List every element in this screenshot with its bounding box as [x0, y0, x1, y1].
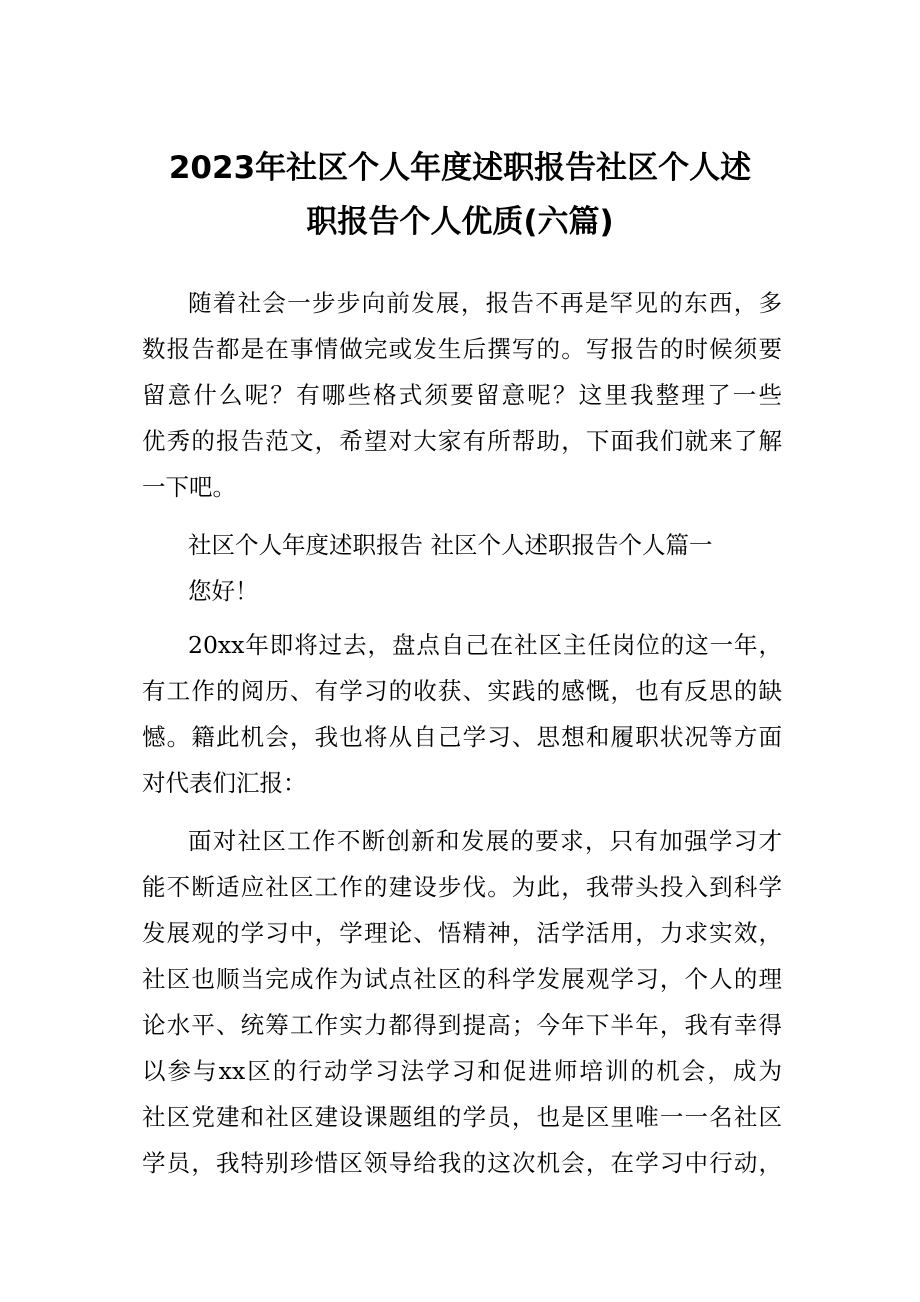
salutation: 您好！	[188, 577, 259, 605]
paragraph-line: 有工作的阅历、有学习的收获、实践的感慨，也有反思的缺	[142, 677, 782, 705]
paragraph-line: 优秀的报告范文，希望对大家有所帮助，下面我们就来了解	[142, 427, 782, 455]
paragraph-line: 随着社会一步步向前发展，报告不再是罕见的东西，多	[188, 289, 782, 317]
paragraph-line: 社区党建和社区建设课题组的学员，也是区里唯一一名社区	[142, 1103, 782, 1131]
paragraph-line: 对代表们汇报：	[142, 769, 307, 797]
paragraph-line: 留意什么呢？有哪些格式须要留意呢？这里我整理了一些	[142, 381, 782, 409]
document-title-line-1: 2023年社区个人年度述职报告社区个人述	[168, 150, 752, 186]
paragraph-line: 面对社区工作不断创新和发展的要求，只有加强学习才	[188, 827, 782, 855]
paragraph-line: 20xx年即将过去，盘点自己在社区主任岗位的这一年，	[188, 631, 782, 659]
paragraph-line: 社区也顺当完成作为试点社区的科学发展观学习，个人的理	[142, 965, 782, 993]
paragraph-line: 一下吧。	[142, 473, 236, 501]
paragraph-line: 学员，我特别珍惜区领导给我的这次机会，在学习中行动，	[142, 1149, 782, 1177]
paragraph-line: 憾。籍此机会，我也将从自己学习、思想和履职状况等方面	[142, 723, 782, 751]
paragraph-line: 数报告都是在事情做完或发生后撰写的。写报告的时候须要	[142, 335, 782, 363]
section-heading: 社区个人年度述职报告 社区个人述职报告个人篇一	[188, 531, 713, 559]
paragraph-line: 发展观的学习中，学理论、悟精神，活学活用，力求实效，	[142, 919, 782, 947]
paragraph-line: 论水平、统筹工作实力都得到提高；今年下半年，我有幸得	[142, 1011, 782, 1039]
paragraph-line: 能不断适应社区工作的建设步伐。为此，我带头投入到科学	[142, 873, 782, 901]
paragraph-line: 以参与xx区的行动学习法学习和促进师培训的机会，成为	[142, 1057, 782, 1085]
document-title-line-2: 职报告个人优质(六篇)	[306, 204, 614, 240]
